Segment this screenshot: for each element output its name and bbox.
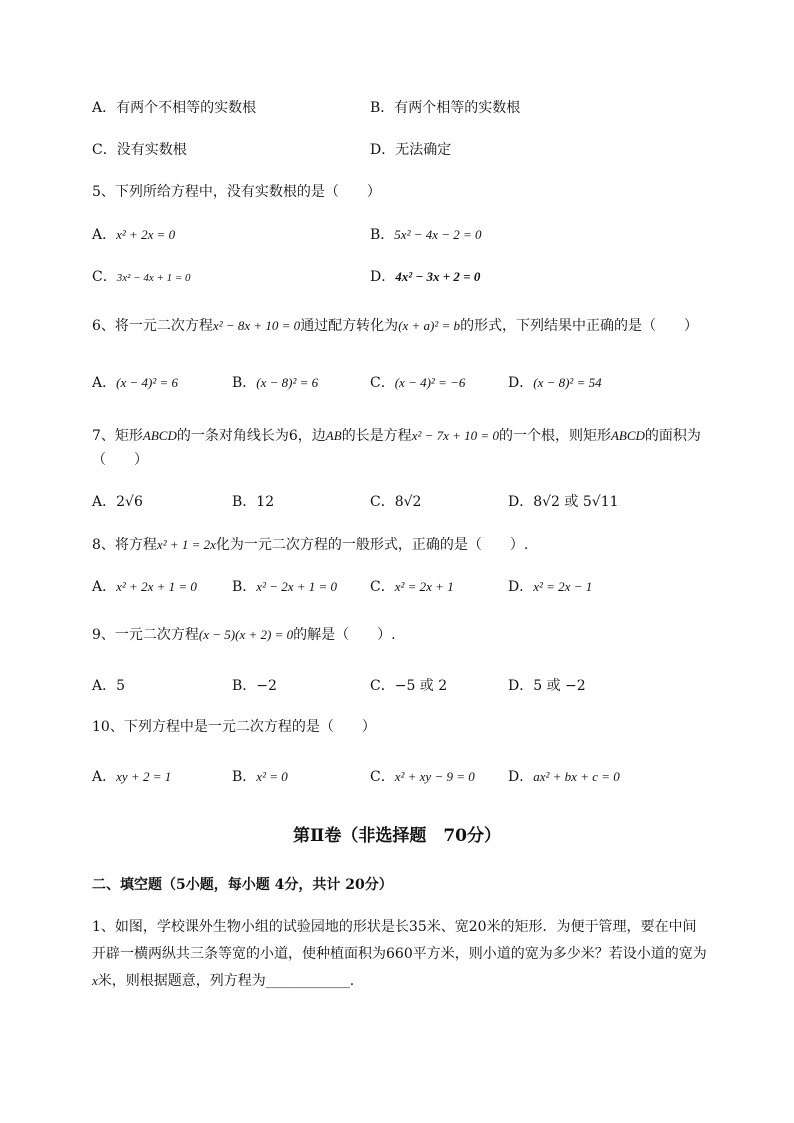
section-2-heading: 二、填空题（5小题，每小题 4分，共计 20分）: [92, 877, 393, 893]
q8-option-c-label: C．: [370, 579, 395, 595]
q10-option-a-label: A．: [92, 769, 117, 785]
q6-option-a-math: (x − 4)² = 6: [116, 375, 178, 390]
q4-option-a: A．有两个不相等的实数根: [92, 100, 257, 116]
q6-option-c: [370, 373, 465, 393]
q7-option-c: C．8√2: [370, 494, 422, 510]
q8-stem: [92, 535, 528, 555]
q5-option-b-label: B．: [370, 227, 395, 243]
q5-option-c-label: C．: [92, 269, 117, 285]
q9-option-b: B．−2: [232, 678, 277, 694]
q10-option-d: [508, 767, 620, 787]
q8-option-b-math: x² − 2x + 1 = 0: [256, 579, 338, 594]
q8-stem-text-1: 8、将方程: [92, 537, 157, 553]
q8-option-d: [508, 577, 592, 597]
fill1-var-x: x: [92, 973, 98, 988]
q10-option-d-math: ax² + bx + c = 0: [533, 769, 620, 784]
q9-stem-text-1: 9、一元二次方程: [92, 627, 199, 643]
q9-option-c: C．−5 或 2: [370, 678, 448, 694]
q6-option-b: [232, 373, 318, 393]
q6-stem-text-2: 通过配方转化为: [300, 318, 399, 334]
q8-option-b-label: B．: [232, 579, 257, 595]
q5-option-d: [370, 267, 480, 287]
q4-option-c: C．没有实数根: [92, 142, 187, 158]
q8-option-d-label: D．: [508, 579, 534, 595]
fill1-line-1: 1、如图，学校课外生物小组的试验园地的形状是长35米、宽20米的矩形．为便于管理，要在中间: [92, 919, 697, 935]
q6-stem-text-1: 6、将一元二次方程: [92, 318, 213, 334]
q7-stem-abcd: ABCD: [142, 428, 177, 443]
q7-stem-line-2: （ ）: [92, 452, 148, 468]
q7-stem-text-1: 7、矩形: [92, 428, 143, 444]
q7-stem: [92, 426, 701, 446]
q6-option-d-math: (x − 8)² = 54: [533, 375, 602, 390]
q8-option-a: [92, 577, 197, 597]
q9-option-a: A．5: [92, 678, 126, 694]
q6-stem-text-3: 的形式，下列结果中正确的是（ ）: [460, 318, 699, 334]
q7-stem-text-2: 的一条对角线长为6，边: [176, 428, 326, 444]
q6-option-c-label: C．: [370, 375, 395, 391]
q7-option-d: D．8√2 或 5√11: [508, 494, 619, 510]
q5-option-a-math: x² + 2x = 0: [116, 227, 176, 242]
q10-option-b-math: x² = 0: [256, 769, 288, 784]
q6-stem-math-1: x² − 8x + 10 = 0: [212, 318, 301, 333]
q8-stem-text-2: 化为一元二次方程的一般形式，正确的是（ ）.: [215, 537, 529, 553]
q5-option-d-label: D．: [370, 269, 396, 285]
q9-option-d: D．5 或 −2: [508, 678, 586, 694]
q8-stem-math: x² + 1 = 2x: [156, 537, 216, 552]
q6-stem: [92, 316, 698, 336]
q6-option-a: [92, 373, 178, 393]
q5-option-b-math: 5x² − 4x − 2 = 0: [394, 227, 482, 242]
q8-option-b: [232, 577, 337, 597]
fill1-line-3: [92, 971, 354, 991]
q10-option-b: [232, 767, 288, 787]
q7-stem-ab: AB: [325, 428, 342, 443]
q10-option-c: [370, 767, 475, 787]
q6-stem-math-2: (x + a)² = b: [398, 318, 461, 333]
q8-option-a-label: A．: [92, 579, 117, 595]
q6-option-d: [508, 373, 602, 393]
q6-option-d-label: D．: [508, 375, 534, 391]
q8-option-a-math: x² + 2x + 1 = 0: [116, 579, 197, 594]
q8-option-c-math: x² = 2x + 1: [394, 579, 454, 594]
q7-stem-abcd-2: ABCD: [610, 428, 645, 443]
q9-stem-math: (x − 5)(x + 2) = 0: [198, 627, 294, 642]
q6-option-a-label: A．: [92, 375, 117, 391]
q5-option-a-label: A．: [92, 227, 117, 243]
q7-stem-text-5: 的面积为: [644, 428, 701, 444]
q6-option-b-math: (x − 8)² = 6: [256, 375, 319, 390]
q9-stem-text-2: 的解是（ ）.: [293, 627, 396, 643]
q9-stem: [92, 625, 396, 645]
q7-option-b: B．12: [232, 494, 275, 510]
q5-option-c-math: 3x² − 4x + 1 = 0: [116, 272, 191, 284]
q10-option-c-label: C．: [370, 769, 395, 785]
fill1-line-2: 开辟一横两纵共三条等宽的小道，使种植面积为660平方米，则小道的宽为多少米？若设小道的宽为: [92, 946, 707, 962]
q7-option-a: A．2√6: [92, 494, 143, 510]
q8-option-c: [370, 577, 454, 597]
q10-option-a: [92, 767, 171, 787]
q4-option-d: D．无法确定: [370, 142, 452, 158]
q4-option-b: B．有两个相等的实数根: [370, 100, 521, 116]
q10-option-d-label: D．: [508, 769, 534, 785]
q7-stem-text-4: 的一个根，则矩形: [498, 428, 611, 444]
q10-stem: 10、下列方程中是一元二次方程的是（ ）: [92, 719, 376, 735]
q10-option-a-math: xy + 2 = 1: [116, 769, 172, 784]
q10-option-c-math: x² + xy − 9 = 0: [394, 769, 475, 784]
q5-stem: 5、下列所给方程中，没有实数根的是（ ）: [92, 184, 381, 200]
section-2-title: 第Ⅱ卷（非选择题 70分）: [293, 826, 501, 846]
q5-option-c: [92, 267, 191, 288]
q8-option-d-math: x² = 2x − 1: [533, 579, 593, 594]
q6-option-c-math: (x − 4)² = −6: [394, 375, 466, 390]
q6-option-b-label: B．: [232, 375, 257, 391]
q10-option-b-label: B．: [232, 769, 257, 785]
q5-option-b: [370, 225, 482, 245]
q5-option-a: [92, 225, 175, 245]
q7-stem-text-3: 的长是方程: [341, 428, 412, 444]
q5-option-d-math: 4x² − 3x + 2 = 0: [395, 269, 481, 284]
fill1-line-3-text: 米，则根据题意，列方程为____________.: [97, 973, 355, 989]
q7-stem-math: x² − 7x + 10 = 0: [411, 428, 499, 443]
